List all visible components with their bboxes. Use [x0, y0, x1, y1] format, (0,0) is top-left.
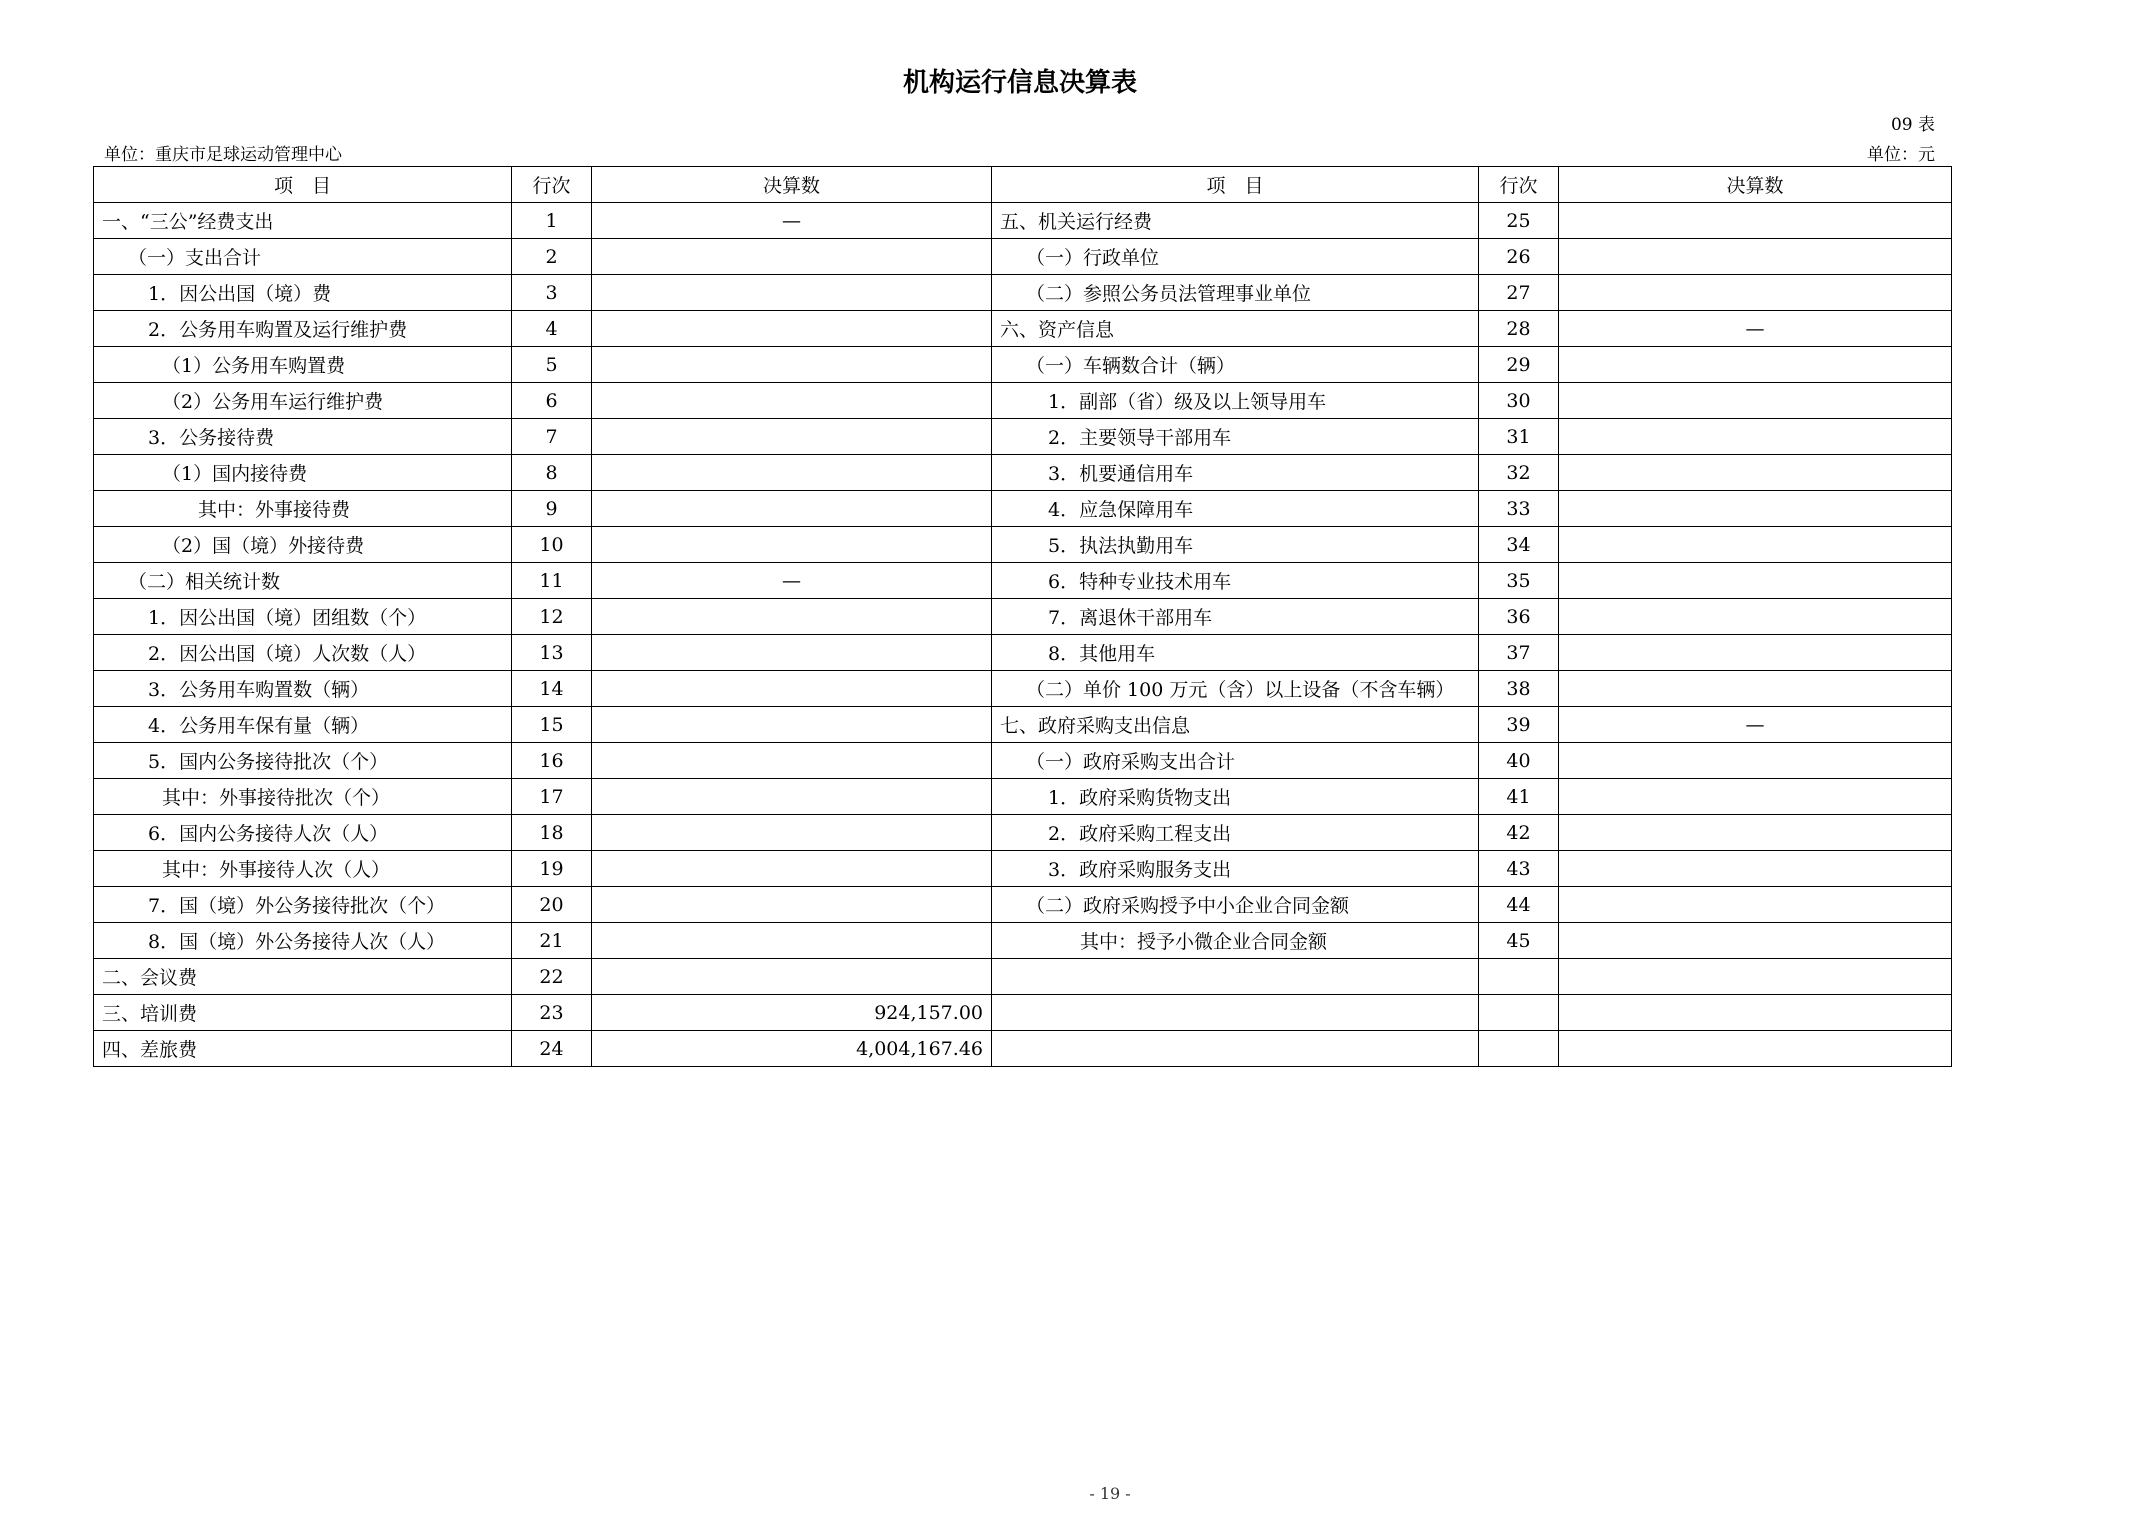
right-amount-cell — [1559, 419, 1952, 455]
right-item-cell: （一）行政单位 — [992, 239, 1479, 275]
right-line-number: 45 — [1479, 923, 1559, 959]
left-amount-cell — [592, 419, 992, 455]
header-amount-left: 决算数 — [592, 167, 992, 203]
right-line-number — [1479, 995, 1559, 1031]
right-line-number: 34 — [1479, 527, 1559, 563]
right-item-cell — [992, 1031, 1479, 1067]
right-item-cell: （一）车辆数合计（辆） — [992, 347, 1479, 383]
left-line-number: 20 — [512, 887, 592, 923]
left-amount-cell — [592, 779, 992, 815]
right-line-number: 40 — [1479, 743, 1559, 779]
left-line-number: 13 — [512, 635, 592, 671]
page-title: 机构运行信息决算表 — [902, 68, 1137, 98]
right-item-cell: 1．副部（省）级及以上领导用车 — [992, 383, 1479, 419]
currency-unit: 单位：元 — [1867, 145, 1935, 165]
right-item-cell: 5．执法执勤用车 — [992, 527, 1479, 563]
left-line-number: 8 — [512, 455, 592, 491]
final-accounts-table — [93, 166, 1952, 1067]
left-amount-cell — [592, 383, 992, 419]
right-amount-cell — [1559, 995, 1952, 1031]
right-amount-cell — [1559, 491, 1952, 527]
left-item-cell: 7．国（境）外公务接待批次（个） — [94, 887, 512, 923]
right-line-number: 26 — [1479, 239, 1559, 275]
right-line-number: 41 — [1479, 779, 1559, 815]
right-line-number — [1479, 1031, 1559, 1067]
right-line-number: 27 — [1479, 275, 1559, 311]
right-amount-cell — [1559, 923, 1952, 959]
left-item-cell: 3．公务用车购置数（辆） — [94, 671, 512, 707]
left-item-cell: 2．因公出国（境）人次数（人） — [94, 635, 512, 671]
left-item-cell: 5．国内公务接待批次（个） — [94, 743, 512, 779]
left-amount-cell — [592, 311, 992, 347]
left-line-number: 14 — [512, 671, 592, 707]
table-row — [94, 599, 1952, 635]
header-item-right: 项 目 — [992, 167, 1479, 203]
right-line-number: 39 — [1479, 707, 1559, 743]
right-item-cell: （一）政府采购支出合计 — [992, 743, 1479, 779]
left-line-number: 18 — [512, 815, 592, 851]
header-amount-right: 决算数 — [1559, 167, 1952, 203]
left-line-number: 22 — [512, 959, 592, 995]
header-row — [94, 167, 1952, 203]
right-amount-cell — [1559, 527, 1952, 563]
left-line-number: 21 — [512, 923, 592, 959]
left-item-cell: （二）相关统计数 — [94, 563, 512, 599]
table-row — [94, 959, 1952, 995]
left-item-cell: 1．因公出国（境）费 — [94, 275, 512, 311]
right-item-cell: （二）政府采购授予中小企业合同金额 — [992, 887, 1479, 923]
header-line-left: 行次 — [512, 167, 592, 203]
left-amount-cell: — — [592, 563, 992, 599]
table-row — [94, 635, 1952, 671]
right-item-cell: 3．政府采购服务支出 — [992, 851, 1479, 887]
table-row — [94, 527, 1952, 563]
right-amount-cell — [1559, 851, 1952, 887]
right-amount-cell — [1559, 887, 1952, 923]
right-line-number: 32 — [1479, 455, 1559, 491]
right-line-number: 43 — [1479, 851, 1559, 887]
table-row — [94, 239, 1952, 275]
page-number: - 19 - — [1089, 1484, 1131, 1503]
table-row — [94, 887, 1952, 923]
left-amount-cell — [592, 923, 992, 959]
left-item-cell: 4．公务用车保有量（辆） — [94, 707, 512, 743]
right-item-cell: 6．特种专业技术用车 — [992, 563, 1479, 599]
right-line-number: 28 — [1479, 311, 1559, 347]
table-row — [94, 707, 1952, 743]
left-line-number: 23 — [512, 995, 592, 1031]
left-item-cell: 二、会议费 — [94, 959, 512, 995]
right-amount-cell — [1559, 383, 1952, 419]
left-amount-cell — [592, 455, 992, 491]
right-item-cell: 2．主要领导干部用车 — [992, 419, 1479, 455]
right-amount-cell — [1559, 275, 1952, 311]
left-line-number: 17 — [512, 779, 592, 815]
right-line-number: 30 — [1479, 383, 1559, 419]
right-amount-cell — [1559, 779, 1952, 815]
left-item-cell: 三、培训费 — [94, 995, 512, 1031]
left-item-cell: 6．国内公务接待人次（人） — [94, 815, 512, 851]
right-amount-cell — [1559, 563, 1952, 599]
left-amount-cell: — — [592, 203, 992, 239]
left-item-cell: （1）公务用车购置费 — [94, 347, 512, 383]
header-item-left: 项 目 — [94, 167, 512, 203]
reporting-unit: 单位：重庆市足球运动管理中心 — [104, 145, 342, 165]
left-item-cell: （1）国内接待费 — [94, 455, 512, 491]
right-amount-cell — [1559, 635, 1952, 671]
right-amount-cell — [1559, 743, 1952, 779]
right-item-cell: 其中：授予小微企业合同金额 — [992, 923, 1479, 959]
right-line-number: 42 — [1479, 815, 1559, 851]
left-line-number: 7 — [512, 419, 592, 455]
table-row — [94, 995, 1952, 1031]
table-row — [94, 347, 1952, 383]
left-amount-cell: 4,004,167.46 — [592, 1031, 992, 1067]
left-amount-cell — [592, 527, 992, 563]
right-amount-cell — [1559, 1031, 1952, 1067]
left-line-number: 19 — [512, 851, 592, 887]
form-number: 09 表 — [1890, 115, 1935, 135]
right-line-number: 38 — [1479, 671, 1559, 707]
right-item-cell: 4．应急保障用车 — [992, 491, 1479, 527]
left-amount-cell — [592, 347, 992, 383]
right-amount-cell — [1559, 815, 1952, 851]
left-amount-cell — [592, 743, 992, 779]
right-amount-cell — [1559, 671, 1952, 707]
left-line-number: 12 — [512, 599, 592, 635]
left-amount-cell — [592, 275, 992, 311]
right-item-cell: （二）参照公务员法管理事业单位 — [992, 275, 1479, 311]
left-line-number: 10 — [512, 527, 592, 563]
left-line-number: 5 — [512, 347, 592, 383]
right-line-number: 31 — [1479, 419, 1559, 455]
table-row — [94, 743, 1952, 779]
right-amount-cell — [1559, 203, 1952, 239]
right-item-cell: 8．其他用车 — [992, 635, 1479, 671]
right-item-cell: 五、机关运行经费 — [992, 203, 1479, 239]
right-amount-cell: — — [1559, 311, 1952, 347]
left-line-number: 2 — [512, 239, 592, 275]
table-row — [94, 419, 1952, 455]
left-item-cell: 一、“三公”经费支出 — [94, 203, 512, 239]
left-amount-cell — [592, 707, 992, 743]
table-row — [94, 311, 1952, 347]
left-line-number: 16 — [512, 743, 592, 779]
table-row — [94, 455, 1952, 491]
table-row — [94, 923, 1952, 959]
left-item-cell: 8．国（境）外公务接待人次（人） — [94, 923, 512, 959]
left-item-cell: （2）国（境）外接待费 — [94, 527, 512, 563]
table-row — [94, 851, 1952, 887]
left-item-cell: 其中：外事接待批次（个） — [94, 779, 512, 815]
right-line-number — [1479, 959, 1559, 995]
left-item-cell: 其中：外事接待费 — [94, 491, 512, 527]
right-item-cell — [992, 959, 1479, 995]
left-amount-cell — [592, 815, 992, 851]
table-row — [94, 563, 1952, 599]
right-line-number: 36 — [1479, 599, 1559, 635]
left-item-cell: 四、差旅费 — [94, 1031, 512, 1067]
table-row — [94, 779, 1952, 815]
right-item-cell: 2．政府采购工程支出 — [992, 815, 1479, 851]
header-line-right: 行次 — [1479, 167, 1559, 203]
table-row — [94, 815, 1952, 851]
table-row — [94, 1031, 1952, 1067]
left-line-number: 4 — [512, 311, 592, 347]
left-amount-cell — [592, 887, 992, 923]
right-line-number: 35 — [1479, 563, 1559, 599]
right-line-number: 25 — [1479, 203, 1559, 239]
left-line-number: 11 — [512, 563, 592, 599]
right-line-number: 29 — [1479, 347, 1559, 383]
right-item-cell: 3．机要通信用车 — [992, 455, 1479, 491]
left-amount-cell — [592, 959, 992, 995]
left-amount-cell — [592, 239, 992, 275]
right-item-cell: （二）单价 100 万元（含）以上设备（不含车辆） — [992, 671, 1479, 707]
left-item-cell: 3．公务接待费 — [94, 419, 512, 455]
left-line-number: 24 — [512, 1031, 592, 1067]
right-amount-cell — [1559, 959, 1952, 995]
right-amount-cell — [1559, 239, 1952, 275]
table-row — [94, 671, 1952, 707]
table-row — [94, 383, 1952, 419]
right-amount-cell — [1559, 599, 1952, 635]
left-item-cell: （2）公务用车运行维护费 — [94, 383, 512, 419]
left-item-cell: 其中：外事接待人次（人） — [94, 851, 512, 887]
left-amount-cell — [592, 491, 992, 527]
right-line-number: 44 — [1479, 887, 1559, 923]
right-item-cell — [992, 995, 1479, 1031]
left-item-cell: 1．因公出国（境）团组数（个） — [94, 599, 512, 635]
right-line-number: 37 — [1479, 635, 1559, 671]
right-amount-cell: — — [1559, 707, 1952, 743]
right-item-cell: 七、政府采购支出信息 — [992, 707, 1479, 743]
left-amount-cell — [592, 599, 992, 635]
left-item-cell: 2．公务用车购置及运行维护费 — [94, 311, 512, 347]
left-amount-cell — [592, 635, 992, 671]
left-line-number: 9 — [512, 491, 592, 527]
left-line-number: 6 — [512, 383, 592, 419]
table-row — [94, 203, 1952, 239]
left-line-number: 3 — [512, 275, 592, 311]
left-amount-cell: 924,157.00 — [592, 995, 992, 1031]
left-amount-cell — [592, 671, 992, 707]
right-item-cell: 1．政府采购货物支出 — [992, 779, 1479, 815]
right-amount-cell — [1559, 347, 1952, 383]
right-item-cell: 六、资产信息 — [992, 311, 1479, 347]
left-item-cell: （一）支出合计 — [94, 239, 512, 275]
table-row — [94, 491, 1952, 527]
right-amount-cell — [1559, 455, 1952, 491]
right-line-number: 33 — [1479, 491, 1559, 527]
left-line-number: 1 — [512, 203, 592, 239]
right-item-cell: 7．离退休干部用车 — [992, 599, 1479, 635]
table-row — [94, 275, 1952, 311]
left-amount-cell — [592, 851, 992, 887]
left-line-number: 15 — [512, 707, 592, 743]
